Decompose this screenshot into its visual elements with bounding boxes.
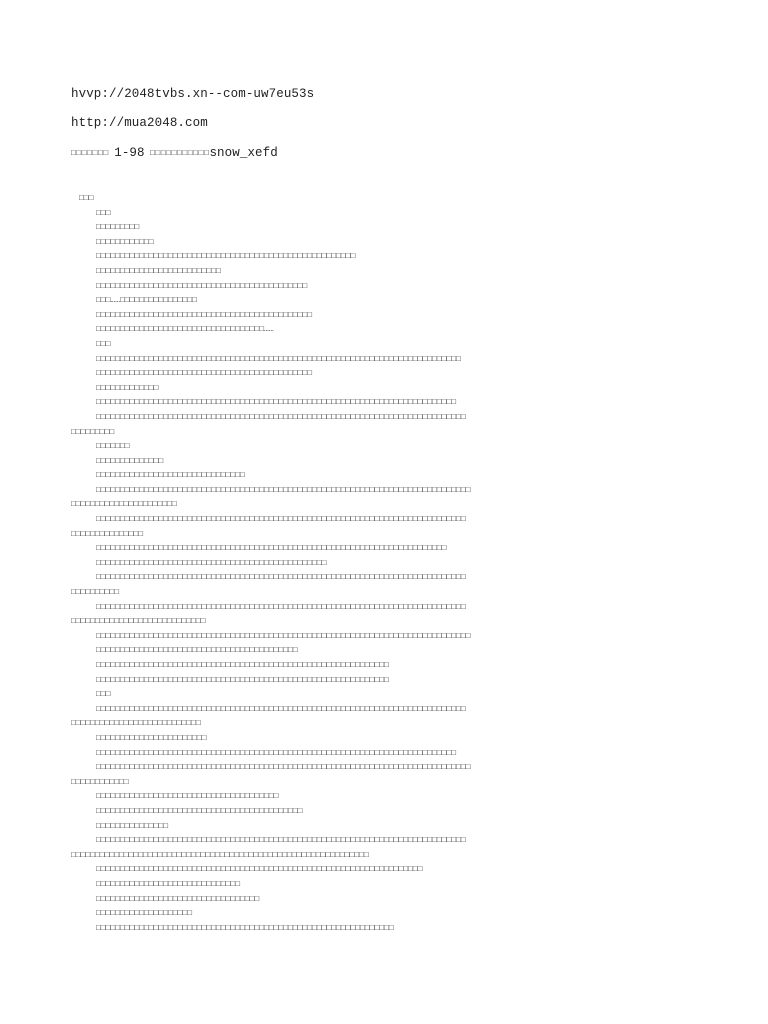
body-line: □□□□□□□□□□□□□□□□□□□□□□□□□□□□ xyxy=(71,617,206,627)
body-line: □□□ xyxy=(79,194,94,203)
body-line: □□□□□□□□□□□□□□□□□□□□□□□□□□□□□□□ xyxy=(96,471,245,481)
body-line: □□□□□□□□□□□□□□□ xyxy=(96,821,169,831)
body-line: □□□□□□□□□□□□□□□□□□□□□□□ xyxy=(96,733,207,743)
body-line: □□□□□□□□□□□□□□□□□□□□□□□□□□□□□□□□□□□□□□□□□□□□ xyxy=(96,281,308,291)
body-line: □□□□□□□□□□□□□□□□□□□□□□□□□□□□□□□□□□□□□□□□□□□ xyxy=(96,806,303,816)
body-line: □□□□□□□□□ xyxy=(71,427,115,437)
body-line: □□□□□□□□□□□□□□□□□□□□□□□□□□□□□□□□□□□□□□□□□□□□□□□□□□□□□□□□□□□□□□□□□□□□□□□□□□□ xyxy=(96,748,457,758)
body-line: □□□□□□□□□□□□□□□□□□□□□□□□□□□□□□□□□□□□□□□□□□□□□□□□□□□□□□□□□□□□□□□□□□□□ xyxy=(96,865,423,875)
body-line: □□□□□□□□□□□□□□□□□□□□□□□□□□□□□□□□□□□□□□□□□□□□□□□□□□□□□□□□□□□□□ xyxy=(96,675,389,685)
body-line: □□□□□□□□□□□□□□□□□□□□□□□□□□□□□□□□□□□□□□□□□□□□□ xyxy=(96,369,313,379)
body-line: □□□□□□□□□□□□□□□□□□□□□□□□□□□□□□□□□□□□□□□□□□□□□□□□□□□□□□□□□□□□□□□□□□□□□□□□□□□□□□ xyxy=(96,763,471,773)
header-url-1: hvvp://2048tvbs.xn--com-uw7eu53s xyxy=(71,87,315,101)
body-line: □□□ xyxy=(96,339,111,349)
body-line: □□□□□□□□□□□□□□□□□□□□□□□□□□□□□□□□□□□□□□□□□□□□□□□□□□□□□□□□□□□□□ xyxy=(96,661,389,670)
body-line: □□□□□□□□□□□□□□□□□□□□□□□□□□□□□□□□□□□□□□□□□□□□□□□□□□□□□□□□□□□□□□□□□□□□□□□□□□□□□ xyxy=(96,704,466,714)
body-line: □□□□□□□ xyxy=(96,442,130,452)
body-line: □□□□□□□□□□□□□□□□□□□□□□□□□□□□□□□□□□□□□□□□□□□□□□□□□□□□□□□□□□□□□□□□□□□□□□□□□ xyxy=(96,544,447,554)
body-line: □□□□□□□□□□□□ xyxy=(71,777,129,787)
body-line: □□□□□□□□□□□□□□□□□□□□□□□□□□□□□□□□□□□□□□□□□□□□□□□□□□□□□□□□□□□□□□□□□□□□□□□□□□□ xyxy=(96,398,457,408)
body-line: □□□□□□□□□□□□□□□□□□□□□□□□□□□□□□□□□□□□□□□□□□□□□ xyxy=(96,310,313,320)
body-line: □□□□□□□□□□□□□□□□□□□□□□□□□□□□□□□□□□□□□□□□□□□□□□□□□□□□□□□□□□□□□□ xyxy=(71,850,369,860)
body-line: □□□□□□□□□ xyxy=(96,223,140,233)
body-line: □□□……□□□□□□□□□□□□□□□□ xyxy=(96,296,197,306)
body-line: □□□□□□□□□□□□□□□□□□□□□□□□□□□□□□□□□□□□□□□□□□□□□□□□□□□□□□□□□□□□□□ xyxy=(96,923,394,933)
body-line: □□□□□□□□□□□□□□□□□□□□□□□□□□ xyxy=(96,266,221,276)
body-line: □□□□□□□□□□□□□□□□□□□□□□□□□□□□□□□□□□□□□□□□□□□□□□□□□□□□□□□□□□□□□□□□□□□□□□□□□□□□□ xyxy=(96,602,466,612)
body-line: □□□□□□□□□□□□□□□□□□□□□□□□□□□□□□□□□□ xyxy=(96,894,260,904)
body-line: □□□□□□□□□□□□□□□□□□□□□□□□□□□□□□□□□□□□□□□□□□□□□□□□□□□□□□□□□□□□□□□□□□□□□□□□□□□□□□ xyxy=(96,631,471,641)
header-info-range: 1-98 xyxy=(114,146,145,160)
body-line: □□□□□□□□□□□□ xyxy=(96,237,154,247)
body-line: □□□□□□□□□□□□□□□□□□□□□□□□□□□ xyxy=(71,719,201,729)
header-info-glyphs: □□□□□□□□□□□ xyxy=(144,149,210,158)
body-line: □□□□□□□□□□□□□□□□□□□□□□□□□□□□□□□□□□□□□□□□□□ xyxy=(96,646,298,656)
body-line: □□□□□□□□□□□□□□□□□□□□□□□□□□□□□□□□□□□…… xyxy=(96,325,274,335)
header-info-author: snow_xefd xyxy=(209,146,278,160)
body-line: □□□□□□□□□□□□□□□□□□□□□□□□□□□□□□□□□□□□□□□□□□□□□□□□□□□□□□□□□□□□□□□□□□□□□□□□□□□□□ xyxy=(96,836,466,846)
body-line: □□□□□□□□□□□□□□□□□□□□□□□□□□□□□□□□□□□□□□□□□□□□□□□□□□□□□□□□□□□□□□□□□□□□□□□□□□□□□ xyxy=(96,515,466,525)
body-line: □□□□□□□□□□□□□ xyxy=(96,383,159,393)
header-info-line xyxy=(71,146,278,160)
body-line: □□□□□□□□□□ xyxy=(71,588,120,598)
body-line: □□□□□□□□□□□□□□□□□□□□□□ xyxy=(71,500,177,510)
body-line: □□□□□□□□□□□□□□□□□□□□□□□□□□□□□□□□□□□□□□□□□□□□□□□□□□□□□□□□□□□□□□□□□□□□□□□□□□□□□ xyxy=(96,573,466,583)
document-body xyxy=(71,192,711,936)
body-line: □□□□□□□□□□□□□□□□□□□□ xyxy=(96,909,193,919)
body-line: □□□ xyxy=(96,208,111,218)
body-line: □□□□□□□□□□□□□□□□□□□□□□□□□□□□□□□□□□□□□□□□□□□□□□□□□□□□□□□□□□□□□□□□□□□□□□□□□□□□□□ xyxy=(96,485,471,495)
body-line: □□□ xyxy=(96,690,111,700)
body-line: □□□□□□□□□□□□□□□□□□□□□□□□□□□□□□ xyxy=(96,879,241,889)
body-line: □□□□□□□□□□□□□□□□□□□□□□□□□□□□□□□□□□□□□□□□□□□□□□□□ xyxy=(96,558,327,568)
body-line: □□□□□□□□□□□□□□□□□□□□□□□□□□□□□□□□□□□□□□□□□□□□□□□□□□□□□□ xyxy=(96,252,356,262)
body-line: □□□□□□□□□□□□□□□□□□□□□□□□□□□□□□□□□□□□□□ xyxy=(96,792,279,802)
header-info-prefix: □□□□□□□ xyxy=(71,149,115,158)
body-line: □□□□□□□□□□□□□□□ xyxy=(71,529,144,539)
body-line: □□□□□□□□□□□□□□□□□□□□□□□□□□□□□□□□□□□□□□□□□□□□□□□□□□□□□□□□□□□□□□□□□□□□□□□□□□□□□ xyxy=(96,412,466,422)
header-url-2: http://mua2048.com xyxy=(71,116,208,130)
body-line: □□□□□□□□□□□□□□ xyxy=(96,456,164,466)
body-line: □□□□□□□□□□□□□□□□□□□□□□□□□□□□□□□□□□□□□□□□□□□□□□□□□□□□□□□□□□□□□□□□□□□□□□□□□□□□ xyxy=(96,354,461,364)
